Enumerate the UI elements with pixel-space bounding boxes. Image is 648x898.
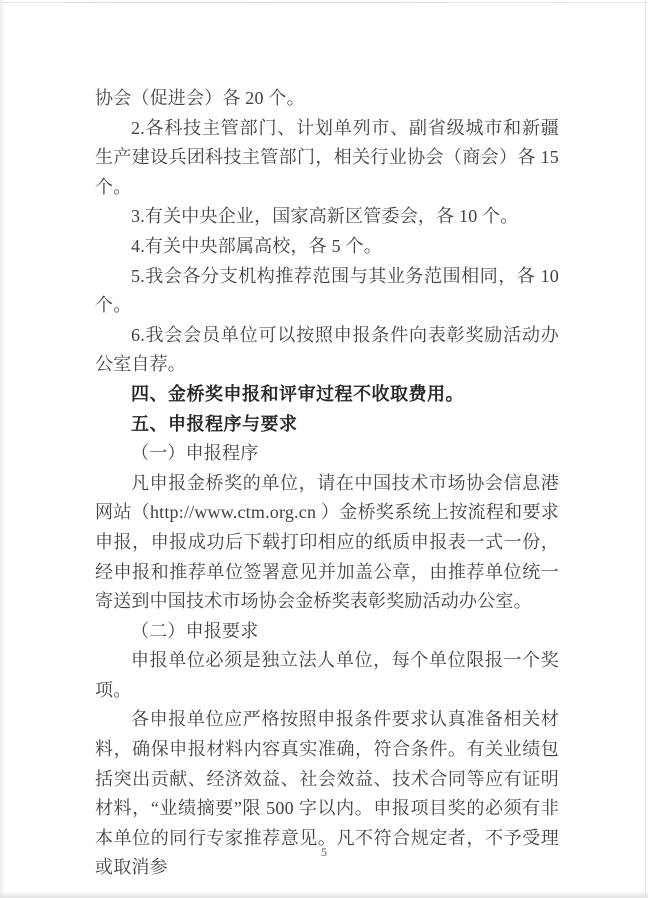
paragraph: 6.我会会员单位可以按照申报条件向表彰奖励活动办公室自荐。: [95, 324, 559, 375]
scan-edge-right: [645, 0, 646, 898]
paragraph: 2.各科技主管部门、计划单列市、副省级城市和新疆生产建设兵团科技主管部门，相关行业协会（商会）各 15 个。: [95, 117, 559, 197]
paragraph: 各申报单位应严格按照申报条件要求认真准备相关材料，确保申报材料内容真实准确，符合条件。有关业绩包括突出贡献、经济效益、社会效益、技术合同等应有证明材料，“业绩摘要”限 500 字以内。申报项目奖的必须有非本单位的同行专家推荐意见。凡不符合规定者，不予受理或取消参: [95, 709, 559, 878]
paragraph: 4.有关中央部属高校，各 5 个。: [131, 235, 382, 256]
scan-edge-left: [0, 0, 5, 898]
paragraph: 协会（促进会）各 20 个。: [95, 88, 305, 108]
paragraph: 凡申报金桥奖的单位，请在中国技术市场协会信息港网站（http://www.ctm.org.cn ）金桥奖系统上按流程和要求申报，申报成功后下载打印相应的纸质申报表一式一份，经申报和推荐单位签署意见并加盖公章，由推荐单位统一寄送到中国技术市场协会金桥奖表彰奖励活动办公室。: [95, 472, 559, 612]
section-heading: 四、金桥奖申报和评审过程不收取费用。: [131, 383, 464, 404]
document-body: [95, 84, 559, 883]
paragraph: 5.我会各分支机构推荐范围与其业务范围相同，各 10 个。: [95, 265, 559, 316]
page-number: 5: [321, 845, 327, 859]
paragraph: 申报单位必须是独立法人单位，每个单位限报一个奖项。: [95, 650, 559, 700]
section-heading: 五、申报程序与要求: [131, 413, 298, 434]
paragraph: （一）申报程序: [131, 443, 259, 464]
paragraph: 3.有关中央企业，国家高新区管委会，各 10 个。: [131, 206, 519, 227]
paragraph: （二）申报要求: [131, 620, 259, 641]
scan-edge-bottom: [0, 891, 648, 898]
scan-edge-top: [0, 2, 648, 3]
